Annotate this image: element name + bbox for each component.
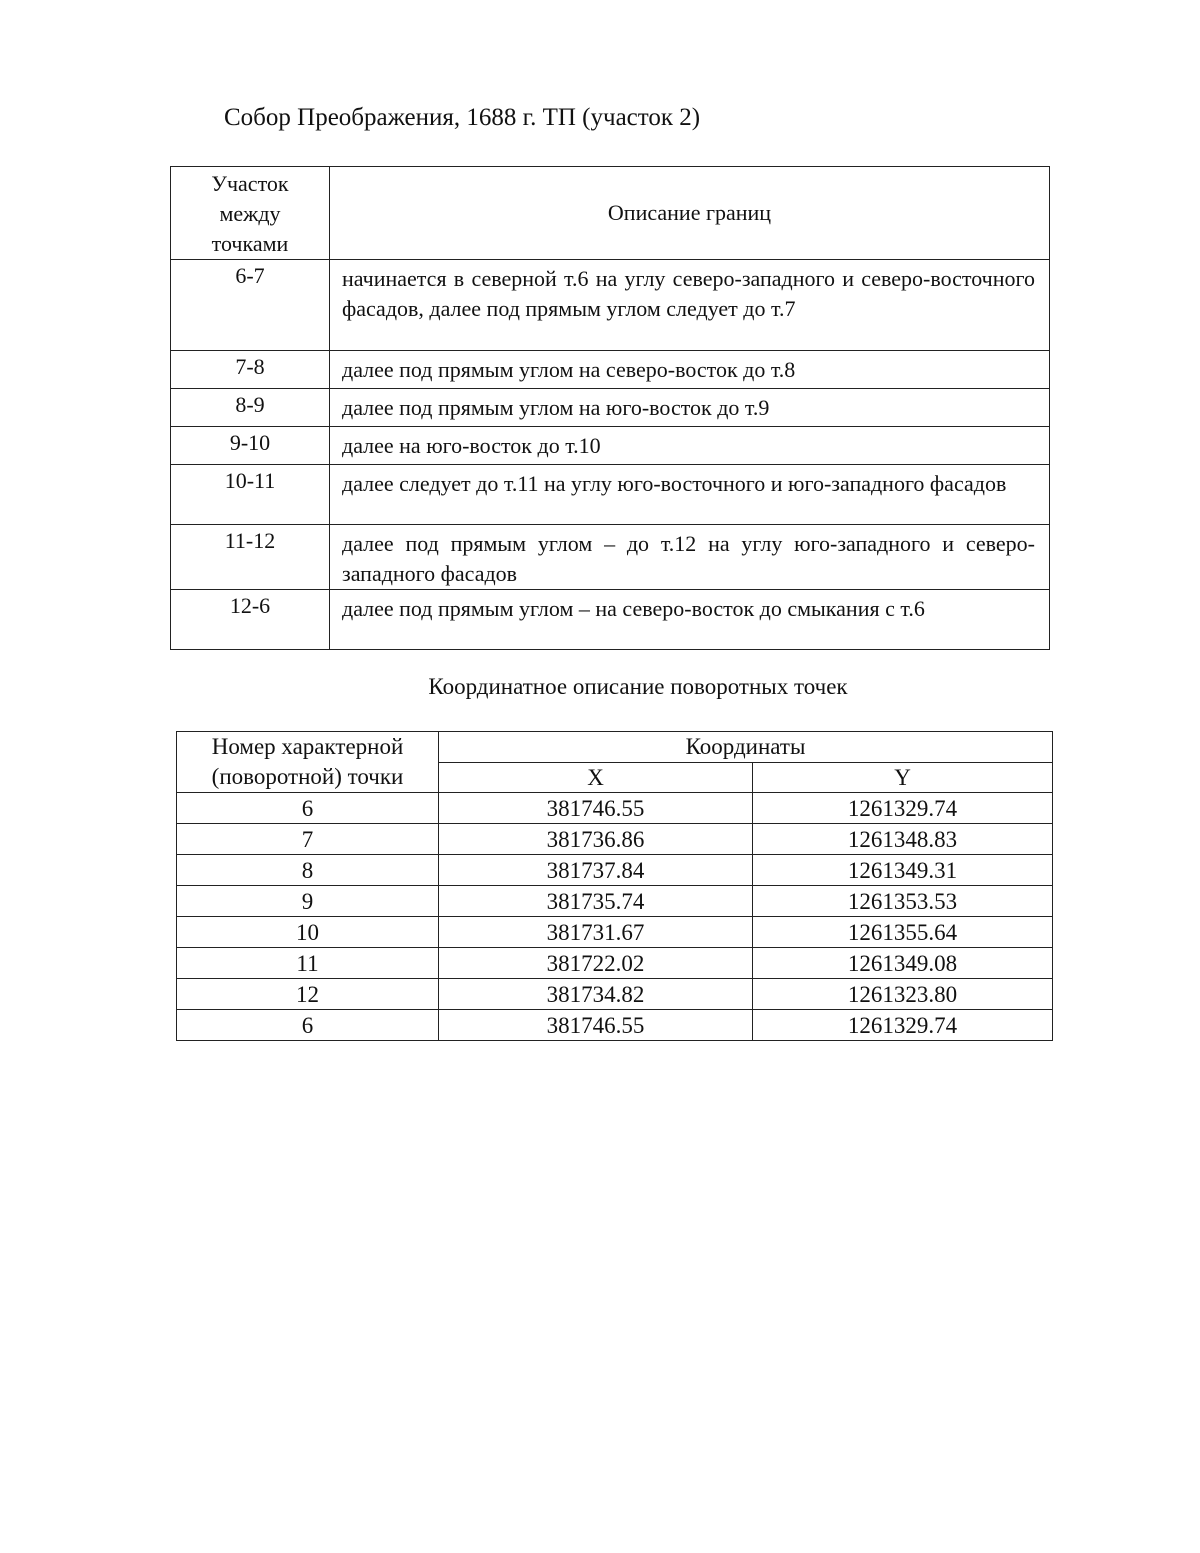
coordinates-header-row-1 — [177, 732, 1053, 763]
point-number-header — [177, 732, 439, 793]
table-row — [177, 917, 1053, 948]
x-cell: 381737.84 — [439, 855, 753, 886]
y-cell: 1261349.31 — [753, 855, 1053, 886]
point-header-line-2: (поворотной) точки — [211, 764, 404, 789]
coordinates-section-title: Координатное описание поворотных точек — [428, 674, 848, 699]
description-cell: далее на юго-восток до т.10 — [330, 427, 1050, 465]
y-cell: 1261353.53 — [753, 886, 1053, 917]
table-row — [177, 948, 1053, 979]
table-row — [171, 389, 1050, 427]
table-row — [177, 886, 1053, 917]
y-cell: 1261329.74 — [753, 793, 1053, 824]
table-row — [177, 855, 1053, 886]
y-cell: 1261355.64 — [753, 917, 1053, 948]
description-cell: далее под прямым углом – до т.12 на углу юго-западного и северо-западного фасадов — [330, 525, 1050, 590]
table-row — [171, 351, 1050, 389]
x-cell: 381736.86 — [439, 824, 753, 855]
x-cell: 381735.74 — [439, 886, 753, 917]
y-column-header: Y — [753, 762, 1053, 793]
x-cell: 381734.82 — [439, 979, 753, 1010]
point-cell: 7 — [177, 824, 439, 855]
coordinates-table — [176, 731, 1053, 1041]
x-column-header: X — [439, 762, 753, 793]
segment-column-header — [171, 167, 330, 260]
segment-header-line-3: точками — [211, 231, 289, 256]
x-cell: 381722.02 — [439, 948, 753, 979]
segment-cell: 10-11 — [171, 465, 330, 525]
segment-cell: 8-9 — [171, 389, 330, 427]
table-row — [177, 1010, 1053, 1041]
point-cell: 11 — [177, 948, 439, 979]
table-row — [171, 525, 1050, 590]
table-row — [171, 427, 1050, 465]
boundary-table-header-row — [171, 167, 1050, 260]
segment-cell: 12-6 — [171, 590, 330, 650]
segment-cell: 6-7 — [171, 260, 330, 351]
point-cell: 10 — [177, 917, 439, 948]
y-cell: 1261348.83 — [753, 824, 1053, 855]
x-cell: 381746.55 — [439, 1010, 753, 1041]
description-cell: далее следует до т.11 на углу юго-восточного и юго-западного фасадов — [330, 465, 1050, 525]
point-header-line-1: Номер характерной — [211, 734, 404, 759]
y-cell: 1261329.74 — [753, 1010, 1053, 1041]
y-cell: 1261323.80 — [753, 979, 1053, 1010]
table-row — [171, 260, 1050, 351]
table-row — [177, 979, 1053, 1010]
document-title: Собор Преображения, 1688 г. ТП (участок 2) — [224, 104, 701, 131]
y-cell: 1261349.08 — [753, 948, 1053, 979]
table-row — [171, 465, 1050, 525]
segment-cell: 9-10 — [171, 427, 330, 465]
x-cell: 381731.67 — [439, 917, 753, 948]
description-column-header: Описание границ — [330, 167, 1050, 260]
segment-header-line-1: Участок — [211, 171, 289, 196]
description-cell: начинается в северной т.6 на углу северо-западного и северо-восточного фасадов, далее под прямым углом следует до т.7 — [330, 260, 1050, 351]
point-cell: 12 — [177, 979, 439, 1010]
table-row — [177, 824, 1053, 855]
coordinates-group-header: Координаты — [439, 732, 1053, 763]
point-cell: 8 — [177, 855, 439, 886]
description-cell: далее под прямым углом – на северо-восток до смыкания с т.6 — [330, 590, 1050, 650]
point-cell: 6 — [177, 793, 439, 824]
point-cell: 9 — [177, 886, 439, 917]
description-cell: далее под прямым углом на северо-восток до т.8 — [330, 351, 1050, 389]
table-row — [171, 590, 1050, 650]
boundary-description-table — [170, 166, 1050, 650]
segment-cell: 7-8 — [171, 351, 330, 389]
segment-header-line-2: между — [219, 201, 281, 226]
description-cell: далее под прямым углом на юго-восток до т.9 — [330, 389, 1050, 427]
segment-cell: 11-12 — [171, 525, 330, 590]
table-row — [177, 793, 1053, 824]
point-cell: 6 — [177, 1010, 439, 1041]
x-cell: 381746.55 — [439, 793, 753, 824]
